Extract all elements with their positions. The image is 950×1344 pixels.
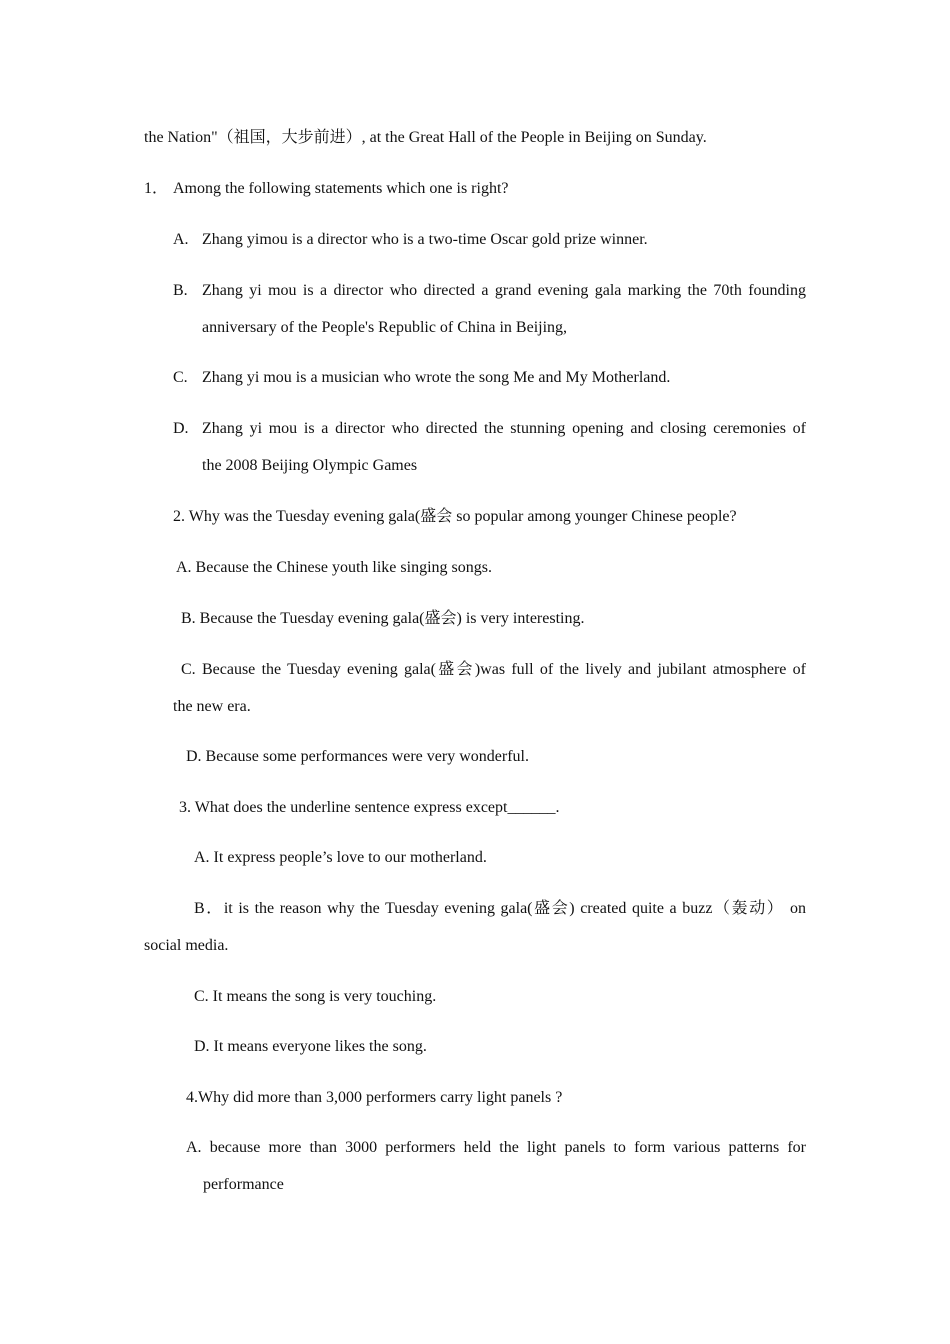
option-text: Zhang yi mou is a director who directed a grand evening gala marking the 70th founding bbox=[202, 282, 806, 299]
option-label: C. bbox=[173, 369, 188, 386]
option-text: Zhang yi mou is a director who directed the stunning opening and closing ceremonies of bbox=[202, 420, 806, 437]
question-4-option-a-continued: performance bbox=[203, 1176, 284, 1193]
question-1-text: Among the following statements which one is right? bbox=[173, 180, 509, 197]
option-text: Zhang yi mou is a musician who wrote the song Me and My Motherland. bbox=[202, 369, 671, 386]
question-2-option-c-continued: the new era. bbox=[173, 698, 251, 715]
question-3-text: 3. What does the underline sentence express except______. bbox=[179, 799, 560, 816]
question-2-text: 2. Why was the Tuesday evening gala(盛会 so popular among younger Chinese people? bbox=[173, 508, 737, 525]
question-1-number: 1． bbox=[144, 180, 169, 197]
question-2-option-c: C. Because the Tuesday evening gala(盛会)was full of the lively and jubilant atmosphere of bbox=[181, 661, 806, 678]
option-label: B. bbox=[173, 282, 188, 299]
question-3-option-d: D. It means everyone likes the song. bbox=[194, 1038, 427, 1055]
question-3-option-c: C. It means the song is very touching. bbox=[194, 988, 437, 1005]
question-3-option-a: A. It express people’s love to our motherland. bbox=[194, 849, 487, 866]
question-4-option-a: A. because more than 3000 performers held the light panels to form various patterns for bbox=[186, 1139, 806, 1156]
option-text-continued: anniversary of the People's Republic of China in Beijing, bbox=[202, 319, 568, 336]
question-3-option-b: B．it is the reason why the Tuesday evening gala(盛会) created quite a buzz（轰动） on bbox=[194, 900, 806, 917]
option-label: A. bbox=[173, 231, 189, 248]
option-label: D. bbox=[173, 420, 189, 437]
question-2-option-b: B. Because the Tuesday evening gala(盛会) is very interesting. bbox=[181, 610, 585, 627]
question-2-option-a: A. Because the Chinese youth like singing songs. bbox=[176, 559, 492, 576]
question-3-option-b-continued: social media. bbox=[144, 937, 229, 954]
question-2-option-d: D. Because some performances were very wonderful. bbox=[186, 748, 529, 765]
question-4-text: 4.Why did more than 3,000 performers carry light panels ? bbox=[186, 1089, 563, 1106]
option-text-continued: the 2008 Beijing Olympic Games bbox=[202, 457, 418, 474]
option-text: Zhang yimou is a director who is a two-time Oscar gold prize winner. bbox=[202, 231, 648, 248]
intro-line: the Nation"（祖国，大步前进）, at the Great Hall of the People in Beijing on Sunday. bbox=[144, 129, 707, 146]
